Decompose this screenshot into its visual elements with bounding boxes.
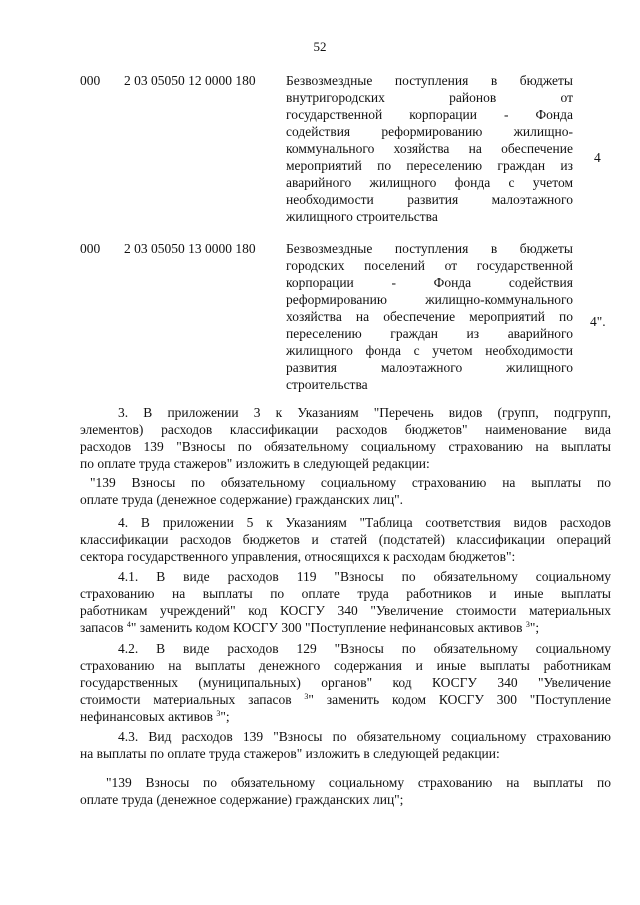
desc-line: переселению граждан из аварийного xyxy=(286,326,573,341)
desc-line: внутригородских районов от xyxy=(286,90,573,105)
desc-line: необходимости развития малоэтажного xyxy=(286,192,573,207)
footnote-marker: 3 xyxy=(525,620,530,629)
text-line: "139 Взносы по обязательному социальному страхованию на выплаты по xyxy=(106,775,611,790)
text-line: на выплаты по оплате труда стажеров" изложить в следующей редакции: xyxy=(80,746,500,761)
text-line: 4.1. В виде расходов 119 "Взносы по обязательному социальному xyxy=(118,569,611,584)
quoted-wording-1 xyxy=(80,474,611,508)
text-line: государственных (муниципальных) органов" код КОСГУ 340 "Увеличение xyxy=(80,675,611,690)
desc-line: строительства xyxy=(286,377,368,392)
text-line: 4.2. В виде расходов 129 "Взносы по обязательному социальному xyxy=(118,641,611,656)
desc-line: Безвозмездные поступления в бюджеты xyxy=(286,241,573,256)
row-kbk-code: 2 03 05050 12 0000 180 xyxy=(124,73,256,88)
desc-line: реформированию жилищно-коммунального xyxy=(286,292,573,307)
text-line: по оплате труда стажеров" изложить в следующей редакции: xyxy=(80,456,430,471)
footnote-marker: 4 xyxy=(126,620,131,629)
desc-line: коммунального хозяйства на обеспечение xyxy=(286,141,573,156)
desc-line: жилищного фонда с учетом необходимости xyxy=(286,343,573,358)
row-description xyxy=(286,240,573,393)
row-description xyxy=(286,72,573,225)
text-line: запасов $^4$" заменить кодом КОСГУ 300 "Поступление нефинансовых активов $^3$"; xyxy=(80,620,540,635)
text-line: стоимости материальных запасов $^3$" заменить кодом КОСГУ 300 "Поступление xyxy=(80,692,612,707)
row-kbk-code: 2 03 05050 13 0000 180 xyxy=(124,241,256,256)
footnote-marker: 3 xyxy=(216,709,221,718)
text-line: оплате труда (денежное содержание) гражданских лиц"; xyxy=(80,792,404,807)
desc-line: корпорации - Фонда содействия xyxy=(286,275,573,290)
row-code: 000 xyxy=(80,241,101,256)
text-line: оплате труда (денежное содержание) гражданских лиц". xyxy=(80,492,404,507)
footnote-marker: 3 xyxy=(304,692,309,701)
paragraph-4 xyxy=(80,514,611,565)
desc-line: мероприятий по переселению граждан из xyxy=(286,158,573,173)
text-line: расходов 139 "Взносы по обязательному социальному страхованию на выплаты xyxy=(80,439,611,454)
paragraph-4-1 xyxy=(80,568,611,636)
row-appendix-ref: 4 xyxy=(594,150,601,165)
text-line: работникам учреждений" код КОСГУ 340 "Увеличение стоимости материальных xyxy=(80,603,611,618)
text-line: элементов) расходов классификации расходов бюджетов" наименование вида xyxy=(80,422,611,437)
desc-line: государственной корпорации - Фонда xyxy=(286,107,573,122)
text-line: 4.3. Вид расходов 139 "Взносы по обязательному социальному страхованию xyxy=(118,729,611,744)
text-line: страхованию на выплаты денежного содержания и иные выплаты работникам xyxy=(80,658,611,673)
paragraph-4-3 xyxy=(80,728,611,762)
text-line: 4. В приложении 5 к Указаниям "Таблица соответствия видов расходов xyxy=(118,515,611,530)
text-line: страхованию на выплаты по оплате труда работников и иные выплаты xyxy=(80,586,611,601)
row-code: 000 xyxy=(80,73,101,88)
quoted-wording-2 xyxy=(80,774,611,808)
text-line: нефинансовых активов $^3$"; xyxy=(80,709,230,724)
desc-line: аварийного жилищного фонда с учетом xyxy=(286,175,573,190)
desc-line: городских поселений от государственной xyxy=(286,258,573,273)
paragraph-3 xyxy=(80,404,611,472)
paragraph-4-2 xyxy=(80,640,611,725)
desc-line: содействия реформированию жилищно- xyxy=(286,124,573,139)
row-appendix-ref: 4". xyxy=(590,314,606,329)
text-line: сектора государственного управления, относящихся к расходам бюджетов": xyxy=(80,549,516,564)
text-line: классификации расходов бюджетов и статей (подстатей) классификации операций xyxy=(80,532,611,547)
text-line: "139 Взносы по обязательному социальному страхованию на выплаты по xyxy=(90,475,611,490)
desc-line: Безвозмездные поступления в бюджеты xyxy=(286,73,573,88)
desc-line: жилищного строительства xyxy=(286,209,438,224)
desc-line: хозяйства на обеспечение мероприятий по xyxy=(286,309,573,324)
desc-line: развития малоэтажного жилищного xyxy=(286,360,573,375)
page-number: 52 xyxy=(313,39,327,54)
text-line: 3. В приложении 3 к Указаниям "Перечень видов (групп, подгрупп, xyxy=(118,405,611,420)
